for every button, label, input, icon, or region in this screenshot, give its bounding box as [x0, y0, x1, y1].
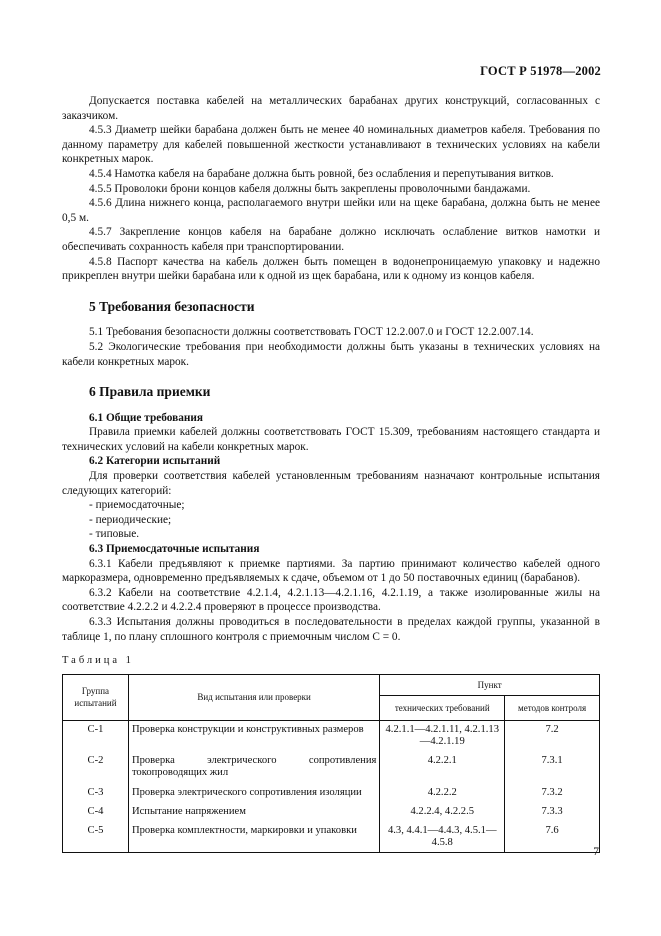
- header-control-methods: методов контроля: [505, 695, 600, 720]
- cell-tech: 4.2.2.1: [380, 751, 505, 782]
- list-item: - периодические;: [89, 513, 600, 528]
- page-number: 7: [593, 846, 599, 858]
- paragraph-supply-drums: Допускается поставка кабелей на металлических барабанах других конструкций, согласованных с заказчиком.: [62, 95, 600, 122]
- list-item: - типовые.: [89, 527, 600, 542]
- table-row: [63, 720, 600, 751]
- paragraph-6-3-2: 6.3.2 Кабели на соответствие 4.2.1.4, 4.2.1.13—4.2.1.16, 4.2.1.19, а также изолированные жилы на соответствие 4.2.2.2 и 4.2.2.4 проверяют в процессе производства.: [62, 586, 600, 614]
- cell-kind: Проверка электрического сопротивления изоляции: [128, 783, 379, 802]
- cell-tech: 4.2.2.2: [380, 783, 505, 802]
- table-row: [63, 821, 600, 853]
- header-kind: Вид испытания или проверки: [128, 674, 379, 720]
- cell-tech: 4.2.1.1—4.2.1.11, 4.2.1.13—4.2.1.19: [380, 720, 505, 751]
- cell-methods: 7.3.1: [505, 751, 600, 782]
- paragraph-4-5-6: 4.5.6 Длина нижнего конца, располагаемого внутри шейки или на щеке барабана, должна быть не менее 0,5 м.: [62, 197, 600, 224]
- table-caption: Таблица 1: [62, 655, 134, 667]
- header-group: Группа испытаний: [63, 674, 129, 720]
- subsection-6-3-heading: 6.3 Приемосдаточные испытания: [89, 543, 260, 556]
- cell-tech: 4.2.2.4, 4.2.2.5: [380, 802, 505, 821]
- paragraph-5-1: 5.1 Требования безопасности должны соответствовать ГОСТ 12.2.007.0 и ГОСТ 12.2.007.14.: [89, 326, 534, 339]
- subsection-6-2-heading: 6.2 Категории испытаний: [89, 455, 221, 468]
- cell-kind: Проверка конструкции и конструктивных размеров: [128, 720, 379, 751]
- cell-group: С-2: [63, 751, 129, 782]
- cell-group: С-1: [63, 720, 129, 751]
- acceptance-tests-table: [62, 674, 600, 854]
- paragraph-4-5-3: 4.5.3 Диаметр шейки барабана должен быть не менее 40 номинальных диаметров кабеля. Требования по данному параметру для кабелей повышенной жесткости устанавливают в технических условиях на кабели конкретных марок.: [62, 124, 600, 166]
- paragraph-6-3-1: 6.3.1 Кабели предъявляют к приемке партиями. За партию принимают количество кабелей одного маркоразмера, одновременно предъявляемых к сдаче, объемом от 1 до 50 поставочных единиц (барабанов).: [62, 557, 600, 585]
- header-punkt: Пункт: [380, 674, 600, 695]
- paragraph-4-5-8: 4.5.8 Паспорт качества на кабель должен быть помещен в водонепроницаемую упаковку и надежно прикреплен внутри шейки барабана или к одной из щек барабана, или к одному из концов кабеля.: [62, 255, 600, 283]
- subsection-6-1-heading: 6.1 Общие требования: [89, 411, 203, 424]
- section-6-heading: 6 Правила приемки: [89, 384, 211, 400]
- paragraph-6-2: Для проверки соответствия кабелей установленным требованиям назначают контрольные испытания следующих категорий:: [62, 470, 600, 497]
- section-5-heading: 5 Требования безопасности: [89, 298, 255, 314]
- cell-methods: 7.3.3: [505, 802, 600, 821]
- table-row: [63, 802, 600, 821]
- document-code: ГОСТ Р 51978—2002: [480, 64, 601, 78]
- table-row: [63, 751, 600, 782]
- page-content: [62, 94, 600, 853]
- paragraph-4-5-5: 4.5.5 Проволоки брони концов кабеля должны быть закреплены проволочными бандажами.: [89, 182, 531, 195]
- paragraph-4-5-7: 4.5.7 Закрепление концов кабеля на барабане должно исключать ослабление витков намотки и обеспечивать сохранность кабеля при транспортировании.: [62, 226, 600, 253]
- paragraph-5-2: 5.2 Экологические требования при необходимости должны быть указаны в технических условиях на кабели конкретных марок.: [62, 340, 600, 368]
- table-row: [63, 783, 600, 802]
- cell-group: С-3: [63, 783, 129, 802]
- header-tech-requirements: технических требований: [380, 695, 505, 720]
- cell-tech: 4.3, 4.4.1—4.4.3, 4.5.1—4.5.8: [380, 821, 505, 853]
- cell-methods: 7.6: [505, 821, 600, 853]
- cell-kind: Проверка электрического сопротивления токопроводящих жил: [128, 751, 379, 782]
- cell-group: С-5: [63, 821, 129, 853]
- list-item: - приемосдаточные;: [89, 498, 600, 513]
- paragraph-4-5-4: 4.5.4 Намотка кабеля на барабане должна быть ровной, без ослабления и перепутывания витков.: [89, 167, 554, 180]
- cell-methods: 7.3.2: [505, 783, 600, 802]
- paragraph-6-3-3: 6.3.3 Испытания должны проводиться в последовательности в пределах каждой группы, указанной в таблице 1, по плану сплошного контроля с приемочным числом C = 0.: [62, 616, 600, 643]
- paragraph-6-1: Правила приемки кабелей должны соответствовать ГОСТ 15.309, требованиям настоящего стандарта и технических условий на кабели конкретных марок.: [62, 426, 600, 453]
- test-categories-list: [62, 498, 600, 542]
- cell-kind: Проверка комплектности, маркировки и упаковки: [128, 821, 379, 853]
- cell-group: С-4: [63, 802, 129, 821]
- cell-kind: Испытание напряжением: [128, 802, 379, 821]
- cell-methods: 7.2: [505, 720, 600, 751]
